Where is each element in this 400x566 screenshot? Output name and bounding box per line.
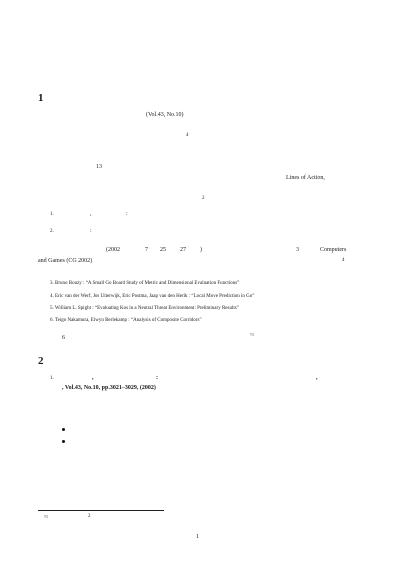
list-item-2-colon: :: [90, 228, 92, 234]
footnote-rule: [38, 510, 164, 511]
section-2-item-1-number: 1.: [50, 376, 54, 381]
reference-4: 4. Eric van der Werf, Jos Uiterwijk, Eric Postma, Jaap van den Herik : “Local Move Prediction in Go”: [50, 294, 255, 299]
section-2-item-1-colon: :: [156, 375, 158, 381]
reference-6: 6. Teigo Nakamura, Elwyn Berlekamp : “Analysis of Composite Corridors”: [50, 318, 202, 323]
list-item-1-number: 1.: [50, 212, 54, 217]
section-2-item-1-comma-2: ,: [316, 375, 318, 381]
page-number: 1: [196, 534, 199, 540]
bullet-point: [62, 440, 65, 443]
date-day-end: 27: [180, 247, 186, 253]
footnote-marker: †1: [250, 332, 254, 337]
conference-name: and Games (CG 2002): [38, 258, 93, 264]
lines-of-action-text: Lines of Action,: [286, 175, 325, 181]
number-4-b: 4: [342, 258, 345, 263]
footnote-mark: †1: [44, 514, 48, 519]
list-item-2-number: 2.: [50, 229, 54, 234]
bullet-point: [62, 428, 65, 431]
footnote-number: 2: [88, 514, 91, 519]
number-3: 3: [296, 247, 299, 253]
date-month: 7: [145, 247, 148, 253]
section-2-citation: , Vol.43, No.10, pp.3021–3029, (2002): [62, 385, 156, 391]
number-6: 6: [62, 335, 65, 341]
reference-5: 5. William L. Spight : “Evaluating Kos in a Neutral Threat Environment: Preliminary Results”: [50, 306, 239, 311]
number-2: 2: [202, 196, 205, 201]
date-open: (2002: [106, 247, 120, 253]
date-close: ): [200, 247, 202, 253]
list-item-1-comma: ,: [90, 211, 92, 217]
reference-3: 3. Bruno Bouzy : “A Small Go Board Study of Metric and Dimensional Evaluation Functions”: [50, 281, 240, 286]
number-4: 4: [186, 133, 189, 138]
date-day-start: 25: [160, 247, 166, 253]
section-2-item-1-comma: ,: [92, 375, 94, 381]
list-item-1-colon: :: [126, 211, 128, 217]
number-13: 13: [96, 164, 102, 170]
section-1-number: 1: [38, 92, 44, 104]
journal-reference: (Vol.43, No.10): [146, 112, 184, 118]
section-2-number: 2: [38, 355, 44, 367]
computers-text: Computers: [320, 247, 347, 253]
